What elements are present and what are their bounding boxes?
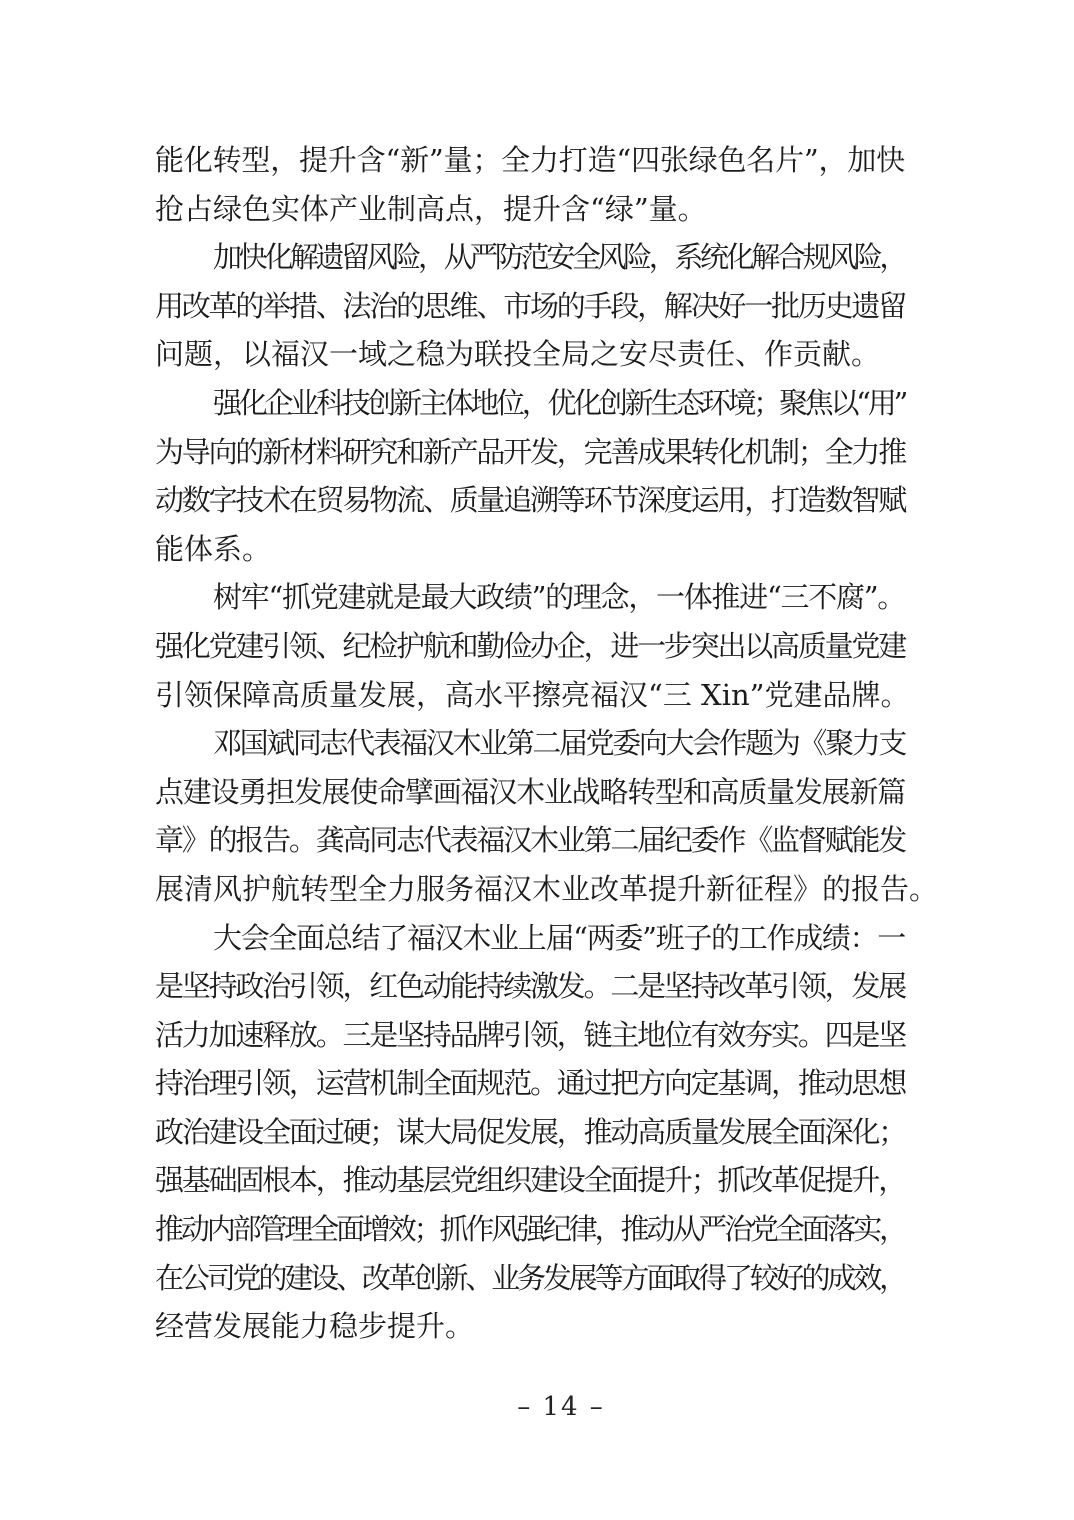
- text-line: 邓国斌同志代表福汉木业第二届党委向大会作题为《聚力支: [213, 726, 905, 761]
- text-line: 章》的报告。龚高同志代表福汉木业第二届纪委作《监督赋能发: [155, 823, 905, 858]
- text-line: 能化转型，提升含“新”量；全力打造“四张绿色名片”，加快: [155, 143, 905, 177]
- text-line: 推动内部管理全面增效；抓作风强纪律，推动从严治党全面落实，: [155, 1212, 905, 1247]
- text-line: 加快化解遗留风险，从严防范安全风险，系统化解合规风险，: [213, 240, 905, 275]
- text-line: 大会全面总结了福汉木业上届“两委”班子的工作成绩：一: [213, 920, 905, 955]
- text-line: 能体系。: [155, 531, 272, 566]
- text-line: 经营发展能力稳步提升。: [155, 1309, 475, 1344]
- document-body: [155, 136, 939, 1351]
- text-line: 引领保障高质量发展，高水平擦亮福汉“三 Xin”党建品牌。: [155, 677, 910, 712]
- paragraph: [155, 233, 905, 379]
- text-line: 为导向的新材料研究和新产品开发，完善成果转化机制；全力推: [155, 434, 905, 469]
- paragraph: [155, 719, 939, 913]
- text-line: 点建设勇担发展使命擘画福汉木业战略转型和高质量发展新篇: [155, 774, 905, 809]
- paragraph: [155, 379, 905, 573]
- text-line: 持治理引领，运营机制全面规范。通过把方向定基调，推动思想: [155, 1066, 905, 1101]
- page-number: – 14 –: [517, 1392, 605, 1422]
- text-line: 是坚持政治引领，红色动能持续激发。二是坚持改革引领，发展: [155, 969, 905, 1004]
- text-line: 展清风护航转型全力服务福汉木业改革提升新征程》的报告。: [155, 871, 939, 906]
- text-line: 政治建设全面过硬；谋大局促发展，推动高质量发展全面深化；: [155, 1114, 905, 1149]
- text-line: 活力加速释放。三是坚持品牌引领，链主地位有效夯实。四是坚: [155, 1017, 905, 1052]
- text-line: 树牢“抓党建就是最大政绩”的理念，一体推进“三不腐”。: [213, 580, 905, 615]
- paragraph: [155, 914, 905, 1351]
- text-line: 动数字技术在贸易物流、质量追溯等环节深度运用，打造数智赋: [155, 483, 905, 518]
- text-line: 强化党建引领、纪检护航和勤俭办企，进一步突出以高质量党建: [155, 628, 905, 663]
- paragraph: [155, 573, 910, 719]
- text-line: 在公司党的建设、改革创新、业务发展等方面取得了较好的成效，: [155, 1260, 905, 1295]
- text-line: 用改革的举措、法治的思维、市场的手段，解决好一批历史遗留: [155, 288, 905, 323]
- text-line: 强基础固根本，推动基层党组织建设全面提升；抓改革促提升，: [155, 1163, 905, 1198]
- text-line: 抢占绿色实体产业制高点，提升含“绿”量。: [155, 191, 707, 226]
- text-line: 强化企业科技创新主体地位，优化创新生态环境；聚焦以“用”: [213, 385, 905, 420]
- text-line: 问题，以福汉一域之稳为联投全局之安尽责任、作贡献。: [155, 337, 881, 372]
- paragraph: [155, 136, 905, 233]
